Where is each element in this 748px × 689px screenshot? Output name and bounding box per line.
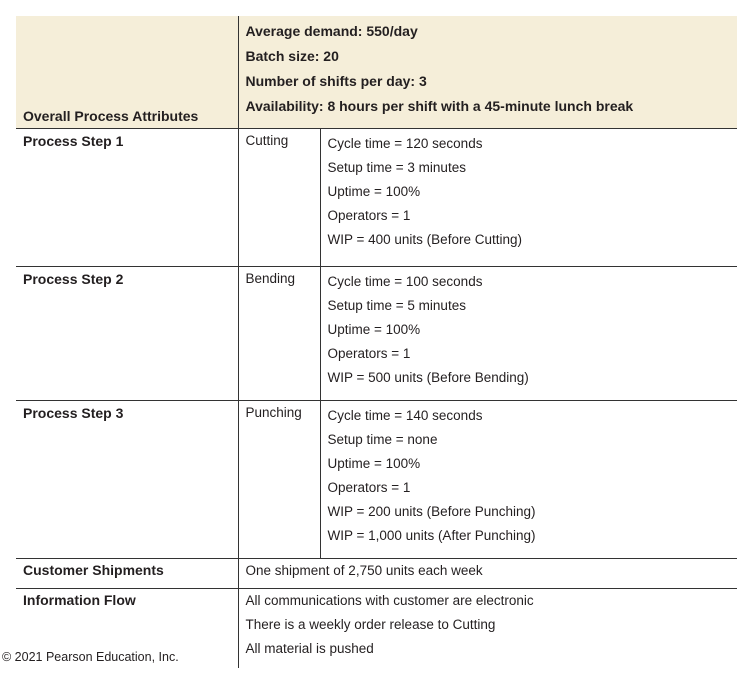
process-step-3-label: Process Step 3 — [16, 401, 238, 559]
information-flow-line: There is a weekly order release to Cutting — [245, 617, 496, 632]
cycle-time-text: Cycle time = 120 seconds — [327, 136, 483, 151]
information-flow-cell — [238, 589, 737, 669]
customer-shipments-row — [16, 559, 737, 589]
process-step-1-name: Cutting — [238, 129, 320, 267]
uptime-text: Uptime = 100% — [327, 322, 421, 337]
process-step-1-details — [320, 129, 737, 267]
process-attributes-sheet — [16, 16, 737, 668]
wip-before-text: WIP = 200 units (Before Punching) — [327, 504, 536, 519]
overall-attributes-cell — [238, 16, 737, 129]
average-demand-text: Average demand: 550/day — [245, 23, 418, 39]
process-step-1-row — [16, 129, 737, 267]
process-attributes-table — [16, 16, 737, 668]
customer-shipments-label: Customer Shipments — [16, 559, 238, 589]
operators-text: Operators = 1 — [327, 480, 411, 495]
uptime-text: Uptime = 100% — [327, 184, 421, 199]
uptime-text: Uptime = 100% — [327, 456, 421, 471]
process-step-2-name: Bending — [238, 267, 320, 401]
process-step-2-row — [16, 267, 737, 401]
customer-shipments-cell — [238, 559, 737, 589]
process-step-2-label: Process Step 2 — [16, 267, 238, 401]
process-step-3-name: Punching — [238, 401, 320, 559]
batch-size-text: Batch size: 20 — [245, 48, 339, 64]
setup-time-text: Setup time = 5 minutes — [327, 298, 466, 313]
shifts-per-day-text: Number of shifts per day: 3 — [245, 73, 427, 89]
overall-attributes-label: Overall Process Attributes — [16, 16, 238, 129]
setup-time-text: Setup time = none — [327, 432, 438, 447]
process-step-2-details — [320, 267, 737, 401]
information-flow-line: All material is pushed — [245, 641, 374, 656]
process-step-1-label: Process Step 1 — [16, 129, 238, 267]
information-flow-label: Information Flow — [16, 589, 238, 669]
wip-text: WIP = 500 units (Before Bending) — [327, 370, 529, 385]
setup-time-text: Setup time = 3 minutes — [327, 160, 466, 175]
operators-text: Operators = 1 — [327, 208, 411, 223]
cycle-time-text: Cycle time = 100 seconds — [327, 274, 483, 289]
operators-text: Operators = 1 — [327, 346, 411, 361]
process-step-3-row — [16, 401, 737, 559]
information-flow-line: All communications with customer are electronic — [245, 593, 534, 608]
wip-after-text: WIP = 1,000 units (After Punching) — [327, 528, 536, 543]
copyright-notice: © 2021 Pearson Education, Inc. — [2, 650, 179, 664]
process-step-3-details — [320, 401, 737, 559]
cycle-time-text: Cycle time = 140 seconds — [327, 408, 483, 423]
overall-attributes-row — [16, 16, 737, 129]
customer-shipments-text: One shipment of 2,750 units each week — [245, 563, 483, 578]
wip-text: WIP = 400 units (Before Cutting) — [327, 232, 522, 247]
availability-text: Availability: 8 hours per shift with a 45-minute lunch break — [245, 98, 634, 114]
